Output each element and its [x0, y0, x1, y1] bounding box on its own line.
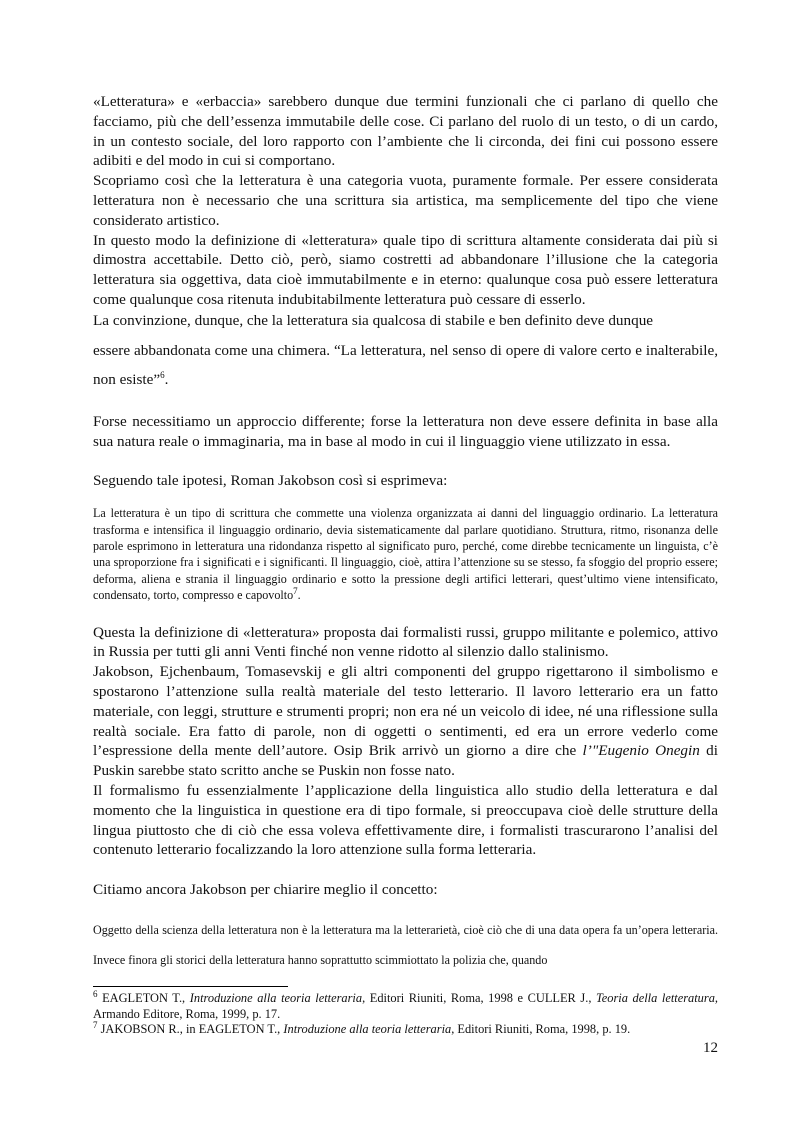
page-body: [93, 92, 718, 975]
quote-text: La letteratura è un tipo di scrittura che commette una violenza organizzata ai danni del linguaggio ordinario. La letteratura trasforma e intensifica il linguaggio ordinario, devia sistematicamente dal parlare quotidiano. Struttura, ritmo, risonanza delle parole esprimono in letteratura una ridondanza rispetto al significato puro, perché, come direbbe tecnicamente un linguista, c’è una sproporzione fra i significati e i significanti. Il linguaggio, cioè, attira l’attenzione su se stesso, fa sfoggio del proprio essere; deforma, aliena e strania il linguaggio ordinario e sotto la pressione degli artifici letterari, quest’ultimo viene intensificato, condensato, torto, compresso e capovolto: [93, 506, 718, 603]
footnote-title: Introduzione alla teoria letteraria: [189, 991, 363, 1005]
footnotes: [93, 988, 718, 1038]
paragraph: [93, 336, 718, 394]
paragraph-text: Jakobson, Ejchenbaum, Tomasevskij e gli altri componenti del gruppo rigettarono il simbolismo e spostarono l’attenzione sulla realtà materiale del testo letterario. Il lavoro letterario era un fatto materiale, con leggi, strutture e strumenti propri; non era né un veicolo di idee, né una riflessione sulla realtà sociale. Era fatto di parole, non di oggetti o sentimenti, ed era un errore vederlo come l’espressione della mente dell’autore. Osip Brik arrivò un giorno a dire che: [93, 663, 718, 760]
footnote-ref: 6: [160, 369, 165, 380]
paragraph-text: di Puskin sarebbe stato scritto anche se Puskin non fosse nato.: [93, 742, 718, 780]
paragraph-text: essere abbandonata come una chimera. “La letteratura, nel senso di opere di valore certo e inalterabile, non esiste”: [93, 341, 718, 388]
block-quote: [93, 505, 718, 603]
paragraph: Questa la definizione di «letteratura» proposta dai formalisti russi, gruppo militante e polemico, attivo in Russia per tutti gli anni Venti finché non venne ridotto al silenzio dallo stalinismo.: [93, 623, 718, 661]
footnote-divider: [93, 986, 288, 987]
footnote-text: , Editori Riuniti, Roma, 1998, p. 19.: [451, 1022, 631, 1036]
footnote-text: Armando Editore, Roma, 1999, p. 17.: [93, 1006, 281, 1021]
paragraph: Scopriamo così che la letteratura è una categoria vuota, puramente formale. Per essere considerata letteratura non è necessario che una scrittura sia artistica, ma semplicemente del tipo che viene considerato artistico.: [93, 172, 718, 229]
paragraph: Citiamo ancora Jakobson per chiarire meglio il concetto:: [93, 881, 438, 899]
quote-end: .: [297, 588, 301, 603]
page-number: 12: [703, 1040, 718, 1056]
footnote-number: 6: [93, 988, 98, 999]
paragraph: [93, 662, 718, 781]
paragraph: Forse necessitiamo un approccio differente; forse la letteratura non deve essere definita in base alla sua natura reale o immaginaria, ma in base al modo in cui il linguaggio viene utilizzato in essa.: [93, 412, 718, 450]
footnote-number: 7: [93, 1019, 98, 1030]
footnote-text: , Editori Riuniti, Roma, 1998 e CULLER J.,: [362, 991, 597, 1005]
footnote-7: [93, 1019, 718, 1038]
footnote-6: [93, 988, 718, 1022]
footnote-title: Introduzione alla teoria letteraria: [283, 1022, 452, 1036]
paragraph: La convinzione, dunque, che la letteratura sia qualcosa di stabile e ben definito deve dunque: [93, 311, 654, 329]
paragraph: «Letteratura» e «erbaccia» sarebbero dunque due termini funzionali che ci parlano di quello che facciamo, più che dell’essenza immutabile delle cose. Ci parlano del ruolo di un testo, o di un cardo, in un contesto sociale, del loro rapporto con l’ambiente che li circonda, dei fini cui possono essere adibiti e del modo in cui si comportano.: [93, 93, 718, 170]
paragraph: Seguendo tale ipotesi, Roman Jakobson così si esprimeva:: [93, 472, 448, 490]
block-quote: Oggetto della scienza della letteratura non è la letteratura ma la letterarietà, cioè ciò che di una data opera fa un’opera letteraria. Invece finora gli storici della letteratura hanno soprattutto scimmiottato la polizia che, quando: [93, 922, 718, 967]
footnote-title: Teoria della letteratura,: [596, 991, 718, 1005]
paragraph: In questo modo la definizione di «letteratura» quale tipo di scrittura altamente considerata dai più si dimostra accettabile. Detto ciò, però, siamo costretti ad abbandonare l’illusione che la categoria letteratura sia oggettiva, data cioè immutabilmente e in eterno: qualunque cosa può essere letteratura come qualunque cosa ritenuta indubitabilmente letteratura può cessare di esserlo.: [93, 231, 718, 308]
footnote-text: EAGLETON T.,: [97, 991, 190, 1005]
book-title: l’"Eugenio Onegin: [582, 742, 700, 760]
paragraph: Il formalismo fu essenzialmente l’applicazione della linguistica allo studio della letteratura e dal momento che la linguistica in questione era di tipo formale, si preoccupava cioè delle strutture della lingua piuttosto che di ciò che essa voleva effettivamente dire, i formalisti trascurarono l’analisi del contenuto letterario focalizzando la loro attenzione sulla forma letteraria.: [93, 781, 718, 859]
footnote-text: JAKOBSON R., in EAGLETON T.,: [97, 1022, 284, 1036]
paragraph-end: .: [164, 370, 169, 388]
footnote-ref: 7: [293, 586, 298, 597]
